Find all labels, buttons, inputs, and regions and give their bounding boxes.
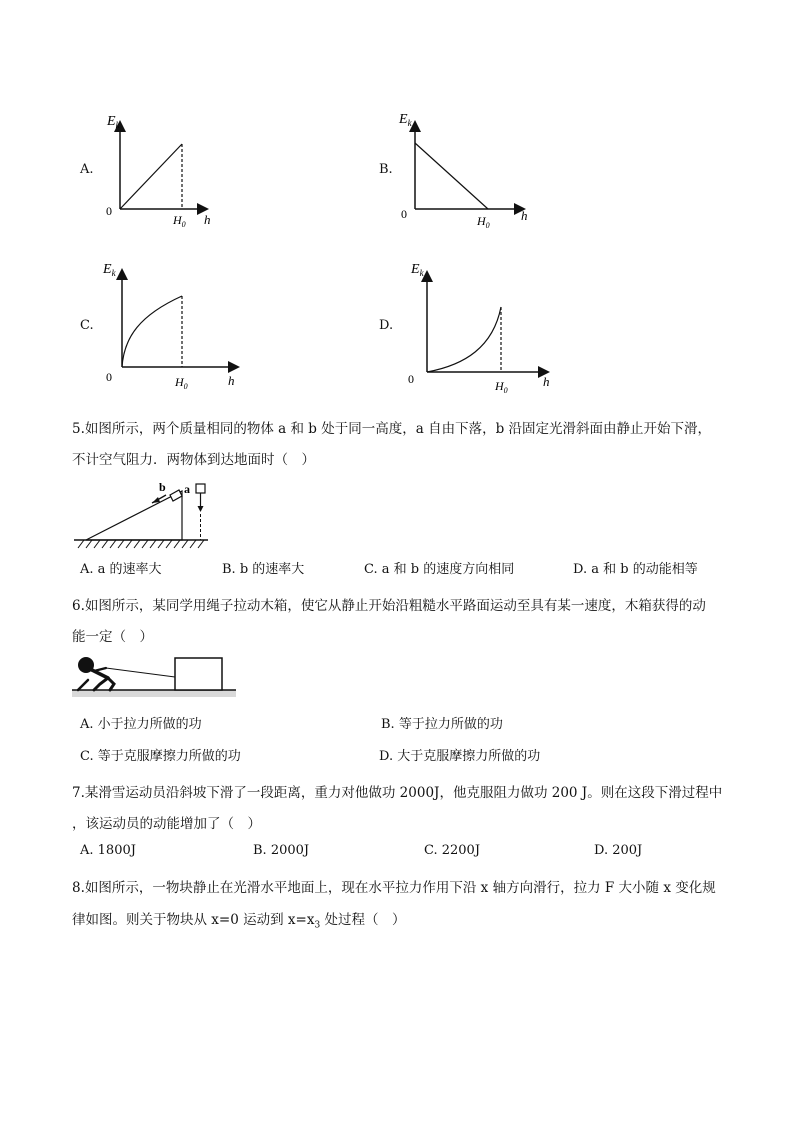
y-axis-label: $E_k$ [107, 114, 120, 130]
h0-label: $H_0$ [477, 214, 490, 230]
label-b: b [159, 480, 166, 494]
graph-b [395, 105, 530, 230]
h0-label: $H_0$ [495, 379, 508, 395]
origin-label: 0 [408, 372, 414, 386]
q8-stem-line1: 8.如图所示，一物块静止在光滑水平地面上，现在水平拉力作用下沿 x 轴方向滑行，拉力 F 大小随 x 变化规 [72, 880, 716, 896]
x-axis-label: h [521, 208, 528, 223]
q6-stem-line2: 能一定（ ） [72, 629, 153, 645]
q5-option-b[interactable]: B. b 的速率大 [222, 562, 305, 577]
person-back-leg [94, 678, 108, 690]
x-axis-label: h [228, 373, 235, 388]
x-axis-label: h [543, 374, 550, 389]
q7-option-b[interactable]: B. 2000J [253, 843, 310, 858]
graph-d-option-label: D. [379, 318, 394, 333]
q6-option-c[interactable]: C. 等于克服摩擦力所做的功 [80, 749, 241, 764]
label-a: a [184, 482, 190, 496]
q5-incline-figure [72, 478, 212, 550]
y-axis-label: $E_k$ [399, 112, 412, 128]
origin-label: 0 [106, 204, 112, 218]
h0-label: $H_0$ [173, 213, 186, 229]
q5-option-d[interactable]: D. a 和 b 的动能相等 [573, 562, 698, 577]
graph-curve [122, 296, 182, 367]
origin-label: 0 [106, 370, 112, 384]
graph-curve [427, 307, 501, 372]
person-foot [78, 680, 88, 690]
graph-a-option-label: A. [80, 162, 94, 177]
q8-stem-line2: 律如图。则关于物块从 x=0 运动到 $x=x_3$ 处过程（ ） [72, 912, 406, 931]
q7-option-c[interactable]: C. 2200J [424, 843, 481, 858]
wooden-box [175, 658, 222, 690]
graph-c [100, 255, 245, 395]
graph-d [405, 255, 555, 395]
origin-label: 0 [401, 207, 407, 221]
graph-curve [415, 143, 488, 209]
q6-option-d[interactable]: D. 大于克服摩擦力所做的功 [379, 749, 541, 764]
y-axis-label: $E_k$ [103, 262, 116, 278]
q5-option-c[interactable]: C. a 和 b 的速度方向相同 [364, 562, 515, 577]
q6-option-b[interactable]: B. 等于拉力所做的功 [381, 717, 503, 732]
q7-option-a[interactable]: A. 1800J [80, 843, 136, 858]
x-axis-label: h [204, 212, 211, 227]
incline [86, 491, 182, 540]
q7-stem-line2: ，该运动员的动能增加了（ ） [72, 816, 261, 832]
h0-label: $H_0$ [175, 375, 188, 391]
graph-a [100, 105, 220, 230]
person-arm [94, 668, 106, 671]
q5-stem-line1: 5.如图所示，两个质量相同的物体 a 和 b 处于同一高度，a 自由下落，b 沿固定光滑斜面由静止开始下滑， [72, 421, 712, 437]
b-motion-arrowhead [152, 497, 160, 503]
block-b [170, 490, 182, 501]
q7-stem-line1: 7.某滑雪运动员沿斜坡下滑了一段距离，重力对他做功 2000J，他克服阻力做功 200 J。则在这段下滑过程中 [72, 785, 723, 801]
q5-option-a[interactable]: A. a 的速率大 [80, 562, 162, 577]
ground-hatch [78, 540, 204, 548]
y-axis-label: $E_k$ [411, 262, 424, 278]
q6-stem-line1: 6.如图所示，某同学用绳子拉动木箱，使它从静止开始沿粗糙水平路面运动至具有某一速度，木箱获得的动 [72, 598, 706, 614]
block-a [196, 484, 205, 493]
graph-b-option-label: B. [379, 162, 393, 177]
q6-option-a[interactable]: A. 小于拉力所做的功 [80, 717, 202, 732]
ground-fill [72, 690, 236, 697]
graph-curve [120, 144, 182, 209]
a-motion-arrowhead [198, 506, 204, 512]
q7-option-d[interactable]: D. 200J [594, 843, 643, 858]
graph-c-option-label: C. [80, 318, 94, 333]
q5-stem-line2: 不计空气阻力．两物体到达地面时（ ） [72, 452, 315, 468]
q6-pulling-figure [72, 650, 240, 702]
person-front-leg [108, 678, 114, 690]
rope [106, 668, 175, 677]
